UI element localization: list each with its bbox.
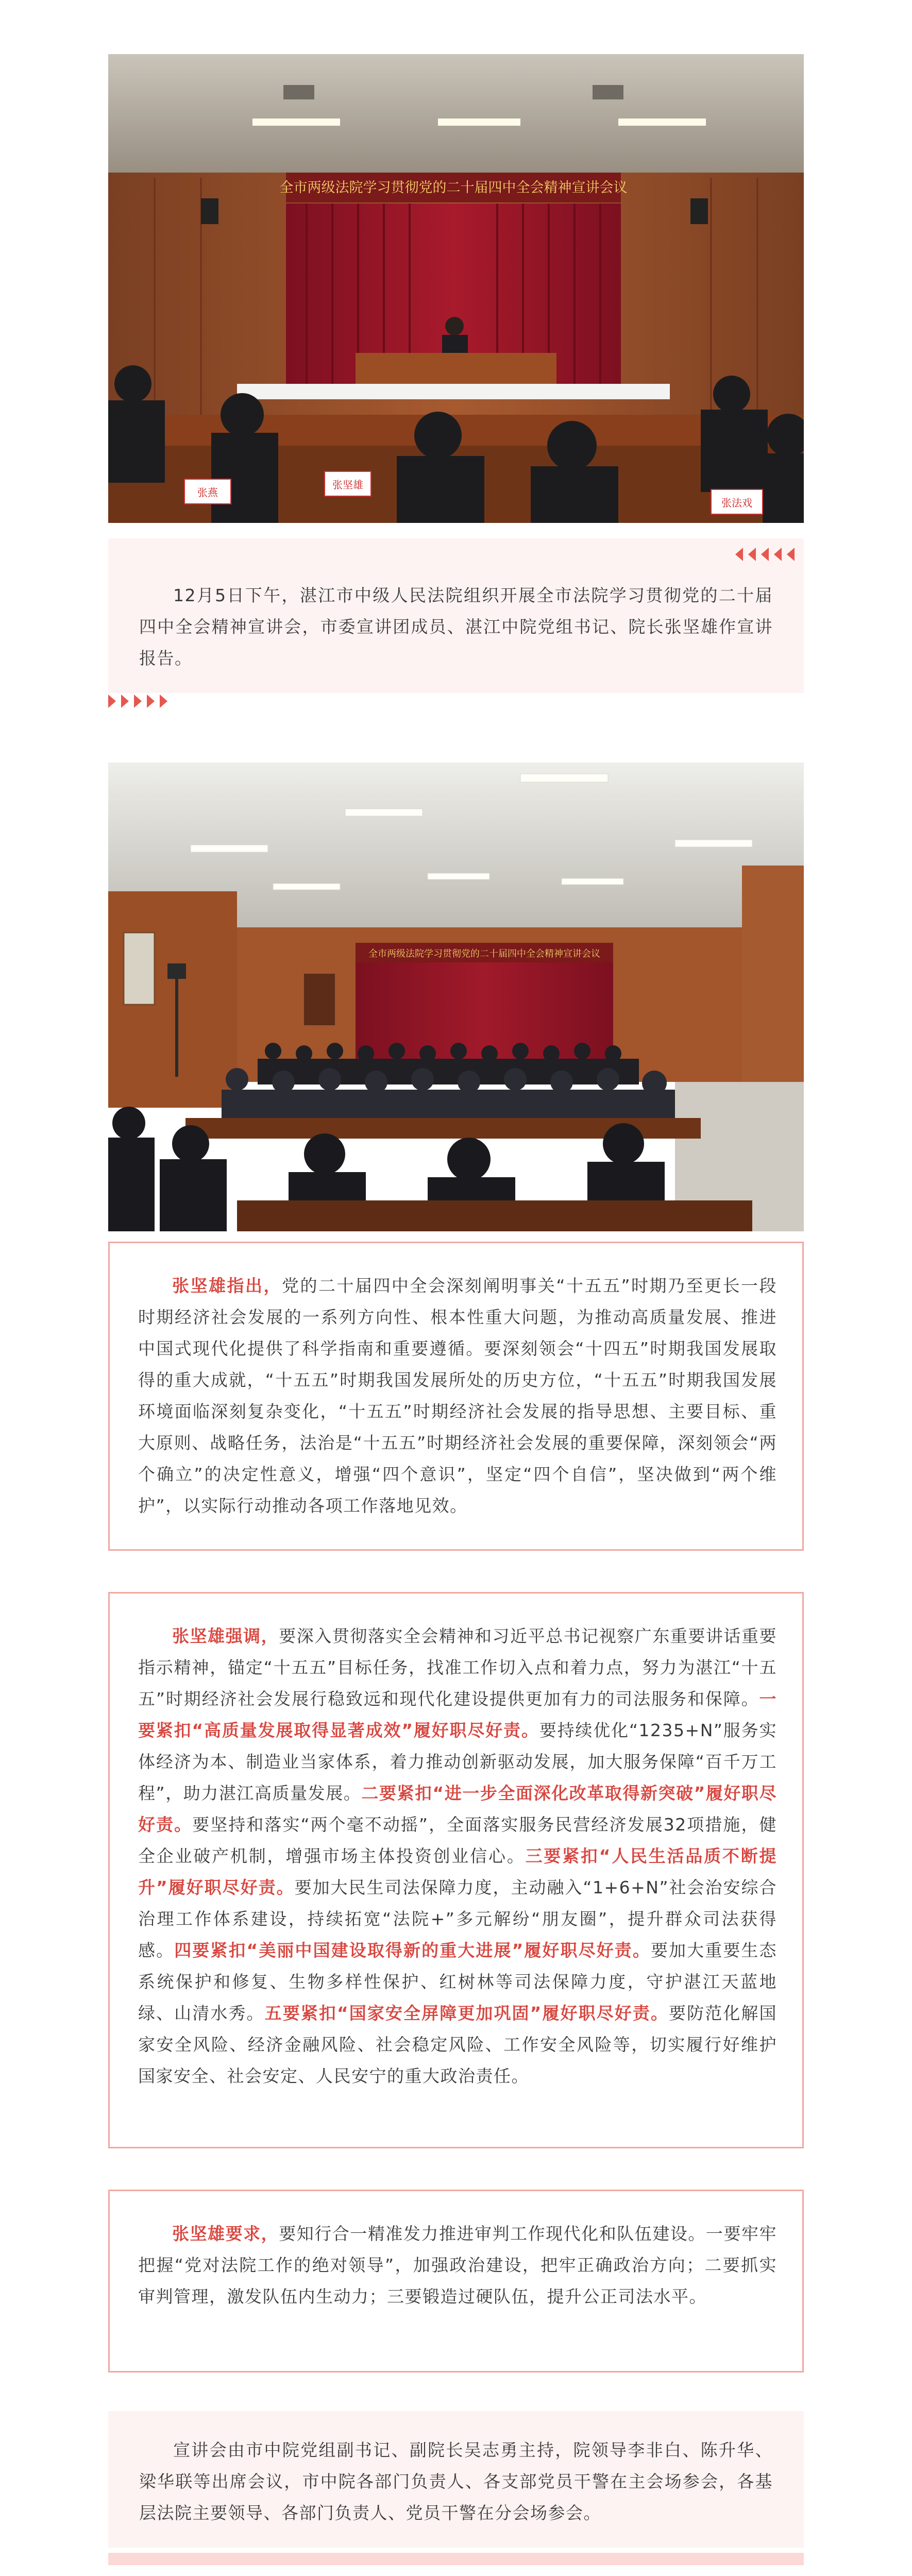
speech-point-1-text: [138, 1270, 777, 1521]
chevron-right-icon: [108, 694, 173, 710]
task-body-2: 要坚持和落实“两个毫不动摇”，全面落实服务民营经济发展32项措施，健全企业破产机制，增强市场主体投资创业信心。: [138, 1815, 777, 1866]
task-body-1: 要持续优化“1235+N”服务实体经济为本、制造业当家体系，着力推动创新驱动发展，加大服务保障“百千万工程”，助力湛江高质量发展。: [138, 1720, 777, 1803]
closing-panel: [108, 2411, 804, 2548]
closing-text: 宣讲会由市中院党组副书记、副院长吴志勇主持，院领导李非白、陈升华、梁华联等出席会议，市中院各部门负责人、各支部党员干警在主会场参会，各基层法院主要领导、各部门负责人、党员干警在分会场参会。: [139, 2440, 773, 2523]
chevron-left-icon: [735, 548, 800, 563]
speech-point-2: [108, 1592, 804, 2148]
task-heading-4: 四要紧扣“美丽中国建设取得新的重大进展”履好职尽好责。: [174, 1940, 651, 1960]
task-heading-2: 二要紧扣“进一步全面深化改革取得新突破”履好职尽好责。: [138, 1783, 777, 1835]
speaker-lead: 张坚雄指出，: [172, 1276, 282, 1296]
nameplate-right: 张法戏: [721, 497, 752, 509]
nameplate-center: 张坚雄: [332, 479, 363, 491]
task-body-3: 要加大民生司法保障力度，主动融入“1+6+N”社会治安综合治理工作体系建设，持续拓宽“法院+”多元解纷“朋友圈”，提升群众司法获得感。: [138, 1877, 777, 1960]
speaker-lead: 张坚雄强调，: [172, 1626, 279, 1646]
task-heading-5: 五要紧扣“国家安全屏障更加巩固”履好职尽好责。: [264, 2003, 669, 2023]
meeting-photo-stage: [108, 54, 804, 523]
speech-point-3-text: [138, 2218, 777, 2312]
task-body-4: 要加大重要生态系统保护和修复、生物多样性保护、红树林等司法保障力度，守护湛江天蓝地绿、山清水秀。: [138, 1940, 778, 2023]
speech-point-1-body: 党的二十届四中全会深刻阐明事关“十五五”时期乃至更长一段时期经济社会发展的一系列方向性、根本性重大问题，为推动高质量发展、推进中国式现代化提供了科学指南和重要遵循。要深刻领会“十四五”时期我国发展取得的重大成就，“十五五”时期我国发展所处的历史方位，“十五五”时期我国发展环境面临深刻复杂变化，“十五五”时期经济社会发展的指导思想、主要目标、重大原则、战略任务，法治是“十五五”时期经济社会发展的重要保障，深刻领会“两个确立”的决定性意义，增强“四个意识”，坚定“四个自信”，坚决做到“两个维护”，以实际行动推动各项工作落地见效。: [138, 1276, 777, 1516]
intro-text: 12月5日下午，湛江市中级人民法院组织开展全市法院学习贯彻党的二十届四中全会精神宣讲会，市委宣讲团成员、湛江中院党组书记、院长张坚雄作宣讲报告。: [139, 585, 773, 668]
speech-point-3-body: 要知行合一精准发力推进审判工作现代化和队伍建设。一要牢牢把握“党对法院工作的绝对领导”，加强政治建设，把牢正确政治方向；二要抓实审判管理，激发队伍内生动力；三要锻造过硬队伍，提升公正司法水平。: [138, 2224, 778, 2307]
speech-point-2-text: [138, 1620, 777, 2092]
nameplate-left: 张燕: [197, 486, 218, 499]
footer-divider: [108, 2553, 804, 2565]
speech-point-2-intro: 要深入贯彻落实全会精神和习近平总书记视察广东重要讲话重要指示精神，锚定“十五五”目标任务，找准工作切入点和着力点，努力为湛江“十五五”时期经济社会发展行稳致远和现代化建设提供更加有力的司法服务和保障。: [138, 1626, 778, 1709]
banner-caption-2: 全市两级法院学习贯彻党的二十届四中全会精神宣讲会议: [368, 948, 600, 959]
task-heading-3: 三要紧扣“人民生活品质不断提升”履好职尽好责。: [138, 1846, 777, 1897]
task-heading-1: 一要紧扣“高质量发展取得显著成效”履好职尽好责。: [138, 1689, 777, 1740]
speaker-lead: 张坚雄要求，: [172, 2224, 279, 2244]
intro-panel: [108, 538, 804, 693]
meeting-photo-audience: [108, 762, 804, 1231]
task-body-5: 要防范化解国家安全风险、经济金融风险、社会稳定风险、工作安全风险等，切实履行好维护国家安全、社会安定、人民安宁的重大政治责任。: [138, 2003, 777, 2086]
banner-caption: 全市两级法院学习贯彻党的二十届四中全会精神宣讲会议: [279, 180, 628, 196]
speech-point-3: [108, 2190, 804, 2372]
speech-point-1: [108, 1242, 804, 1551]
